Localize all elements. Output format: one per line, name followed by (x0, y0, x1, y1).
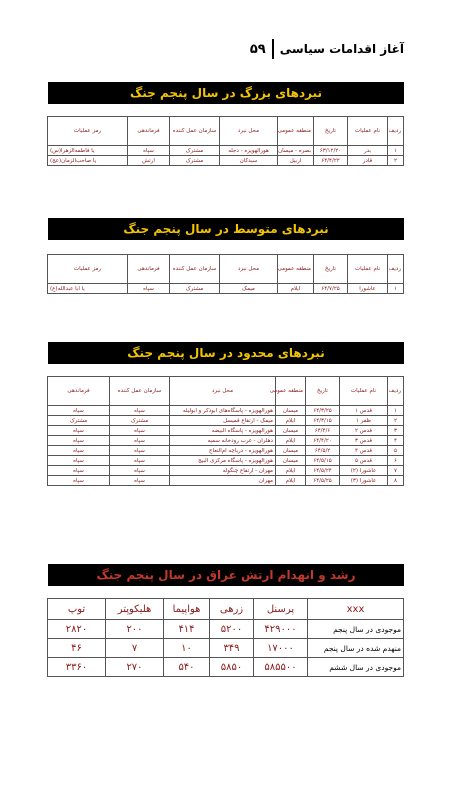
table-cell: مشترک (48, 416, 110, 426)
table-cell: مهران (170, 476, 276, 486)
header-cell: فرماندهی (128, 255, 170, 284)
table-cell: ۴۲۹۰۰۰ (254, 620, 308, 639)
table-cell: میمک - ارتفاع قمیسل (170, 416, 276, 426)
iraq-army-banner: رشد و انهدام ارتش عراق در سال پنجم جنگ (48, 564, 404, 586)
table-cell: ۶۴/۷/۲۵ (314, 284, 348, 294)
table-cell: دهلران - غرب رودخانه سمیه (170, 436, 276, 446)
table-cell: ایلام (276, 416, 306, 426)
header-cell: ردیف (388, 255, 404, 284)
table-cell: سپاه (48, 446, 110, 456)
row-label: موجودی در سال ششم (308, 658, 404, 677)
row-label: موجودی در سال پنجم (308, 620, 404, 639)
table-cell: ۲۰۰ (106, 620, 164, 639)
table-cell: ۶۴/۳/۱۵ (306, 416, 340, 426)
header-cell: نام عملیات (340, 377, 388, 406)
table-cell: ۶۴/۴/۶ (306, 426, 340, 436)
table-cell: ایلام (276, 476, 306, 486)
table-cell: سپاه (110, 436, 170, 446)
table-cell: بدر (348, 146, 388, 156)
page-number: ۵۹ (249, 41, 266, 57)
table-cell: سپاه (110, 476, 170, 486)
limited-battles-banner: نبردهای محدود در سال پنجم جنگ (48, 342, 404, 364)
table-row (48, 658, 404, 677)
table-row (48, 436, 404, 446)
header-cell: xxx (308, 599, 404, 620)
table-cell: ۵۴۰ (164, 658, 210, 677)
header-cell: منطقه عمومی (276, 377, 306, 406)
header-cell: هلیکوپتر (106, 599, 164, 620)
table-cell: ۶۴/۵/۱۵ (306, 456, 340, 466)
table-cell: ۱۰ (164, 639, 210, 658)
table-cell: سپاه (128, 146, 170, 156)
table-cell: ۴۱۴ (164, 620, 210, 639)
table-row (48, 476, 404, 486)
table-cell: ۶۴/۵/۲۴ (306, 466, 340, 476)
table-cell: ۳۳۶۰ (48, 658, 106, 677)
header-cell: فرماندهی (48, 377, 110, 406)
page-header (250, 38, 404, 60)
table-cell: هورالهویزه - دریاچه ام‌النعاج (170, 446, 276, 456)
table-row (48, 446, 404, 456)
table-cell: قدس ۳ (340, 436, 388, 446)
table-cell: میسان (276, 456, 306, 466)
table-cell: ایلام (278, 284, 314, 294)
table-cell: قدس ۱ (340, 406, 388, 416)
table-cell: ۶ (388, 456, 404, 466)
table-cell: سپاه (110, 466, 170, 476)
table-cell: ۲ (388, 416, 404, 426)
header-cell: تاریخ (314, 255, 348, 284)
limited-battles-table (47, 376, 404, 486)
table-cell: قدس ۴ (340, 446, 388, 456)
table-cell: سیدکان (220, 156, 278, 166)
table-header-row (48, 599, 404, 620)
table-cell: ۸ (388, 476, 404, 486)
table-cell: قدس ۵ (340, 456, 388, 466)
table-cell: ۲۸۲۰ (48, 620, 106, 639)
table-cell: هورالهویزه - پاسگاه البیضه (170, 426, 276, 436)
major-battles-table (47, 116, 404, 166)
table-cell: سپاه (110, 426, 170, 436)
table-cell: ۱ (388, 406, 404, 416)
table-cell: ۳۴۹ (210, 639, 254, 658)
header-cell: سازمان عمل کننده (170, 255, 220, 284)
table-cell: ۶۴/۳/۲۵ (306, 406, 340, 416)
table-cell: هورالهویزه - دجله (220, 146, 278, 156)
header-cell: رمز عملیات (48, 255, 128, 284)
header-cell: تاریخ (306, 377, 340, 406)
header-cell: توپ (48, 599, 106, 620)
table-row (48, 406, 404, 416)
table-cell: عاشورا (348, 284, 388, 294)
table-cell: یا فاطمه‌الزهرا(س) (48, 146, 128, 156)
table-cell: ۲۷۰ (106, 658, 164, 677)
table-row (48, 284, 404, 294)
major-battles-banner: نبردهای بزرگ در سال پنجم جنگ (48, 82, 404, 104)
table-cell: میسان (276, 426, 306, 436)
table-cell: ۶۴/۵/۲۵ (306, 476, 340, 486)
table-cell: ۶۴/۴/۲۲ (314, 156, 348, 166)
table-row (48, 639, 404, 658)
table-cell: سپاه (48, 476, 110, 486)
table-cell: سپاه (110, 406, 170, 416)
table-cell: سپاه (48, 426, 110, 436)
table-cell: یا صاحب‌الزمان(عج) (48, 156, 128, 166)
medium-battles-table (47, 254, 404, 294)
table-cell: ۶۴/۵/۲ (306, 446, 340, 456)
table-cell: ۱ (388, 284, 404, 294)
table-cell: ۷ (106, 639, 164, 658)
table-row (48, 416, 404, 426)
table-cell: ۱ (388, 146, 404, 156)
table-header-row (48, 117, 404, 146)
table-cell: یا ابا عبدالله(ع) (48, 284, 128, 294)
table-cell: ۷ (388, 466, 404, 476)
table-row (48, 156, 404, 166)
header-cell: تاریخ (314, 117, 348, 146)
header-cell: منطقه عمومی (278, 117, 314, 146)
table-cell: میسان (276, 406, 306, 416)
page-title: آغاز اقدامات سیاسی (279, 42, 404, 56)
table-cell: سپاه (110, 446, 170, 456)
table-cell: سپاه (110, 456, 170, 466)
row-label: منهدم شده در سال پنجم (308, 639, 404, 658)
table-cell: سپاه (128, 284, 170, 294)
table-cell: ۵۸۵۰ (210, 658, 254, 677)
header-divider (272, 39, 274, 59)
header-cell: هواپیما (164, 599, 210, 620)
table-cell: ۵۲۰۰ (210, 620, 254, 639)
header-cell: فرماندهی (128, 117, 170, 146)
header-cell: محل نبرد (220, 117, 278, 146)
table-cell: ۳ (388, 426, 404, 436)
table-cell: عاشورا (۳) (340, 476, 388, 486)
table-cell: قادر (348, 156, 388, 166)
table-cell: ۶۴/۴/۲۰ (306, 436, 340, 446)
table-cell: ۴ (388, 436, 404, 446)
table-row (48, 146, 404, 156)
header-cell: ردیف (388, 377, 404, 406)
table-cell: قدس ۲ (340, 426, 388, 436)
table-cell: بصره - میسان (278, 146, 314, 156)
header-cell: نام عملیات (348, 255, 388, 284)
table-cell: سپاه (48, 466, 110, 476)
header-cell: زرهی (210, 599, 254, 620)
table-cell: اربیل (278, 156, 314, 166)
table-row (48, 620, 404, 639)
table-cell: مشترک (170, 156, 220, 166)
header-cell: ردیف (388, 117, 404, 146)
table-cell: ۲ (388, 156, 404, 166)
table-cell: ایلام (276, 436, 306, 446)
table-row (48, 466, 404, 476)
table-cell: سپاه (48, 456, 110, 466)
table-cell: هورالهویزه - پاسگاه‌های ابوذکر و ابولیله (170, 406, 276, 416)
table-cell: میسان (276, 446, 306, 456)
medium-battles-banner: نبردهای متوسط در سال پنجم جنگ (48, 218, 404, 240)
table-cell: عاشورا (۲) (340, 466, 388, 476)
header-cell: محل نبرد (220, 255, 278, 284)
table-cell: مهران - ارتفاع چنگوله (170, 466, 276, 476)
table-cell: ظفر ۱ (340, 416, 388, 426)
table-cell: مشترک (110, 416, 170, 426)
table-cell: ۴۶ (48, 639, 106, 658)
table-cell: ۱۷۰۰۰ (254, 639, 308, 658)
table-cell: مشترک (170, 284, 220, 294)
table-cell: سپاه (48, 436, 110, 446)
table-cell: میمک (220, 284, 278, 294)
header-cell: رمز عملیات (48, 117, 128, 146)
table-header-row (48, 377, 404, 406)
header-cell: نام عملیات (348, 117, 388, 146)
header-cell: منطقه عمومی (278, 255, 314, 284)
table-cell: سپاه (48, 406, 110, 416)
header-cell: سازمان عمل کننده (170, 117, 220, 146)
table-row (48, 456, 404, 466)
table-cell: هورالهویزه - پاسگاه مرکزی البیج (170, 456, 276, 466)
table-cell: ایلام (276, 466, 306, 476)
table-cell: ۶۳/۱۲/۲۰ (314, 146, 348, 156)
header-cell: پرسنل (254, 599, 308, 620)
table-cell: ۵ (388, 446, 404, 456)
table-header-row (48, 255, 404, 284)
table-row (48, 426, 404, 436)
table-cell: ارتش (128, 156, 170, 166)
header-cell: محل نبرد (170, 377, 276, 406)
table-cell: مشترک (170, 146, 220, 156)
table-cell: ۵۸۵۵۰۰ (254, 658, 308, 677)
iraq-army-table (47, 598, 404, 677)
header-cell: سازمان عمل کننده (110, 377, 170, 406)
